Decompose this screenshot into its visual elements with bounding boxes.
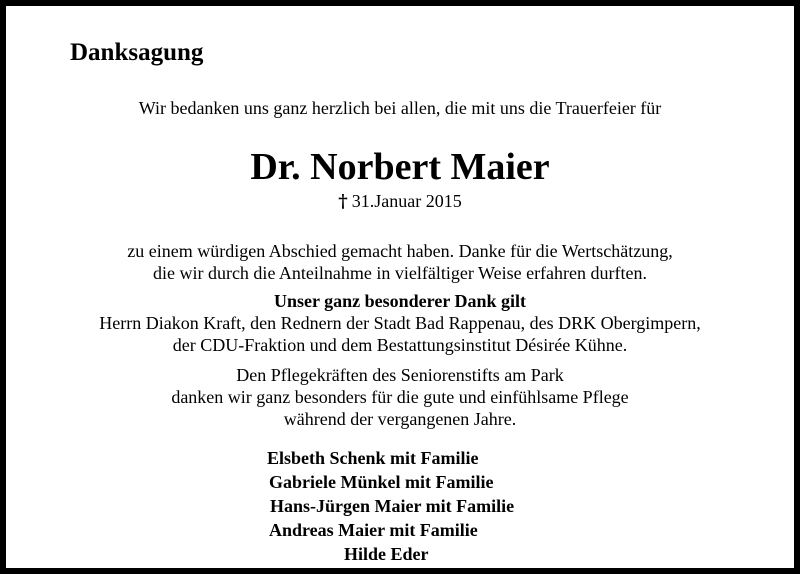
death-line <box>6 189 794 214</box>
notice-title: Danksagung <box>70 39 204 66</box>
intro-text: Wir bedanken uns ganz herzlich bei allen, die mit uns die Trauerfeier für <box>138 98 662 118</box>
signature-line: Andreas Maier mit Familie <box>269 520 478 540</box>
signature-line: Gabriele Münkel mit Familie <box>269 472 494 492</box>
paragraph-line: Den Pflegekräften des Seniorenstifts am Park <box>236 365 564 385</box>
paragraph-line: während der vergangenen Jahre. <box>283 409 517 429</box>
special-thanks-paragraph <box>6 312 794 356</box>
paragraph-line: der CDU-Fraktion und dem Bestattungsinstitut Désirée Kühne. <box>172 335 628 355</box>
death-date: 31.Januar 2015 <box>351 191 462 211</box>
cross-icon: † <box>338 191 348 212</box>
deceased-name: Dr. Norbert Maier <box>250 146 550 188</box>
paragraph-line: danken wir ganz besonders für die gute und einfühlsame Pflege <box>171 387 629 407</box>
signature-line: Elsbeth Schenk mit Familie <box>267 448 479 468</box>
care-thanks-paragraph <box>6 364 794 430</box>
signature-line: Hilde Eder <box>344 544 429 564</box>
paragraph-line: Herrn Diakon Kraft, den Rednern der Stadt Bad Rappenau, des DRK Obergimpern, <box>99 313 701 333</box>
gratitude-paragraph <box>6 240 794 284</box>
paragraph-line: zu einem würdigen Abschied gemacht haben. Danke für die Wertschätzung, <box>127 241 673 261</box>
special-thanks-heading: Unser ganz besonderer Dank gilt <box>273 291 527 311</box>
paragraph-line: die wir durch die Anteilnahme in vielfältiger Weise erfahren durften. <box>152 263 648 283</box>
signature-line: Hans-Jürgen Maier mit Familie <box>270 496 515 516</box>
